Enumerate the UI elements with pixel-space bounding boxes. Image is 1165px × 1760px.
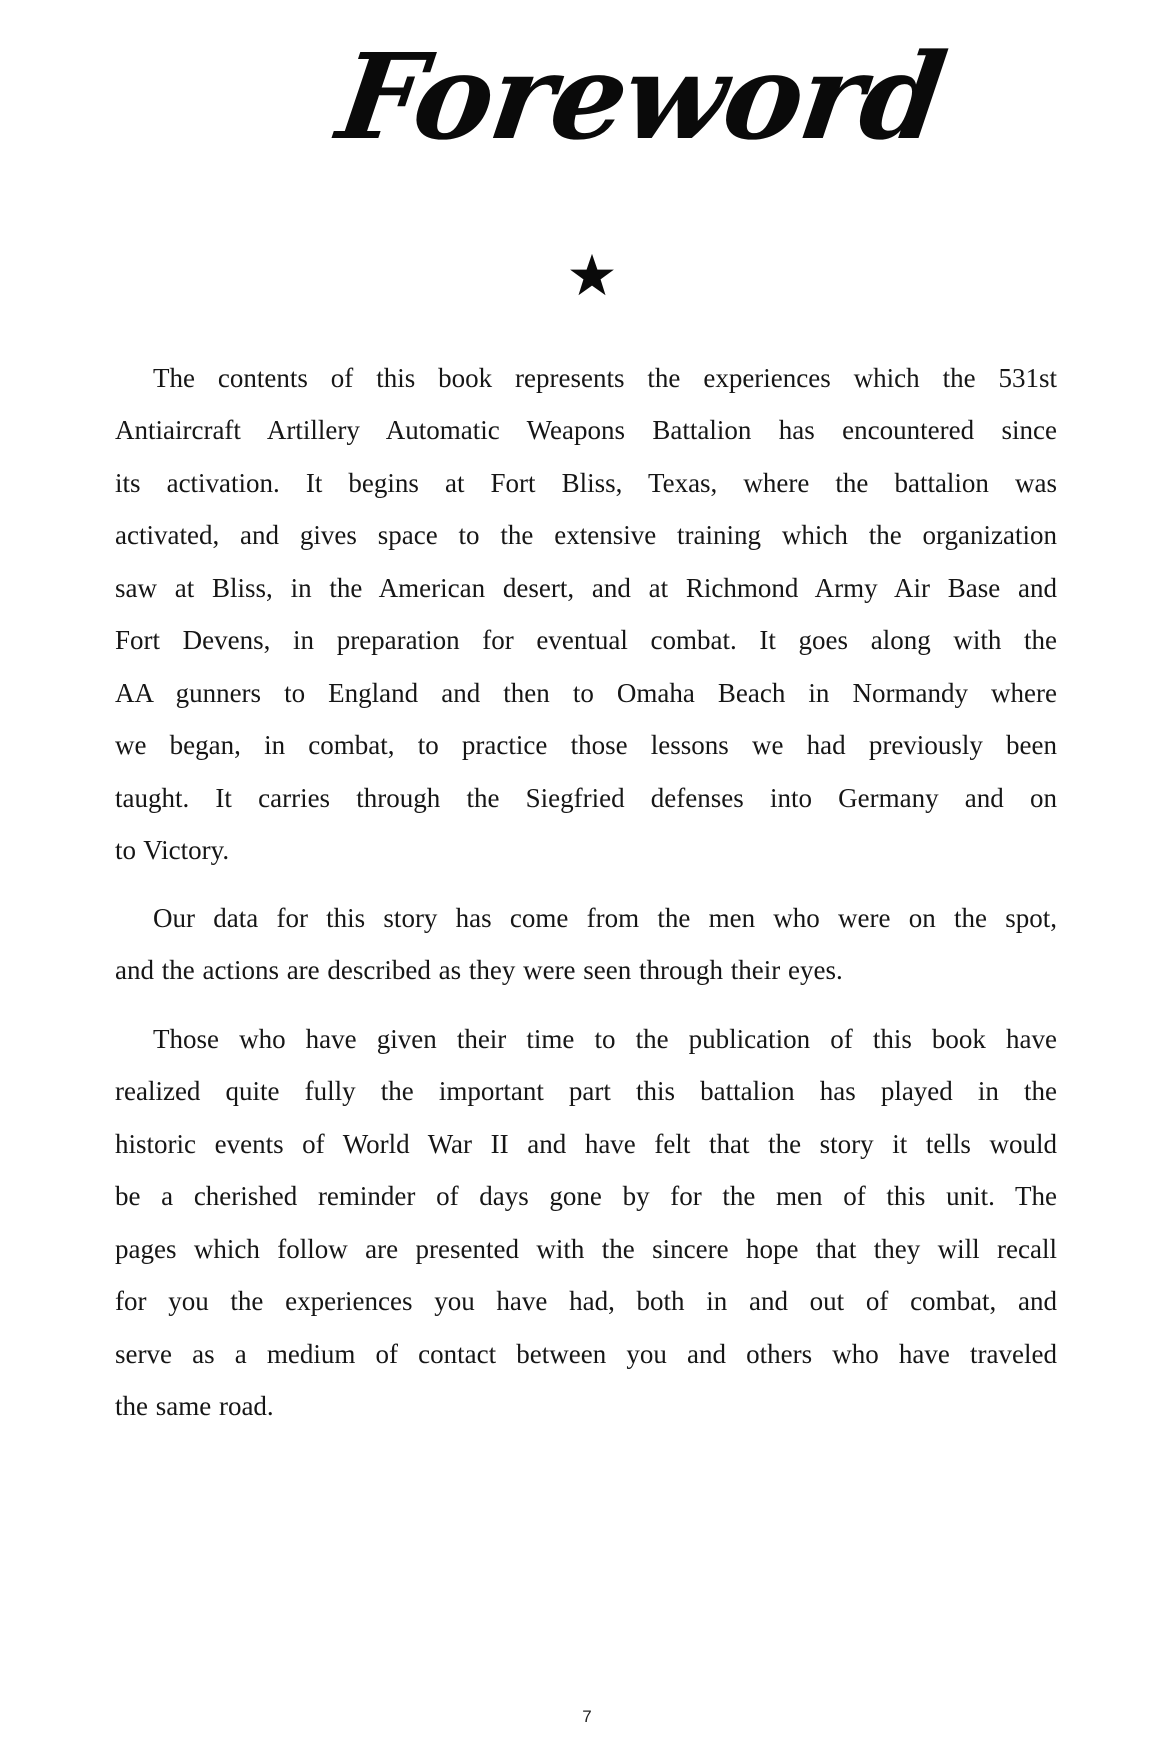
text-line: its activation. It begins at Fort Bliss, Texas, where the battalion was — [115, 468, 1057, 498]
text-line: the same road. — [115, 1391, 274, 1421]
text-line: and the actions are described as they were seen through their eyes. — [115, 955, 843, 985]
text-line: historic events of World War II and have felt that the story it tells would — [115, 1129, 1057, 1159]
text-line: to Victory. — [115, 835, 230, 865]
page-number: 7 — [582, 1707, 592, 1726]
text-line: pages which follow are presented with the sincere hope that they will recall — [115, 1234, 1057, 1264]
text-line: saw at Bliss, in the American desert, and at Richmond Army Air Base and — [115, 573, 1057, 603]
text-line: we began, in combat, to practice those lessons we had previously been — [115, 730, 1057, 760]
text-line: AA gunners to England and then to Omaha Beach in Normandy where — [115, 678, 1057, 708]
text-line: Our data for this story has come from the men who were on the spot, — [153, 903, 1057, 933]
text-line: taught. It carries through the Siegfried defenses into Germany and on — [115, 783, 1057, 813]
star-icon — [569, 252, 615, 298]
text-line: Antiaircraft Artillery Automatic Weapons Battalion has encountered since — [115, 415, 1057, 445]
text-line: Fort Devens, in preparation for eventual combat. It goes along with the — [115, 625, 1057, 655]
text-line: serve as a medium of contact between you and others who have traveled — [115, 1339, 1057, 1369]
text-line: activated, and gives space to the extensive training which the organization — [115, 520, 1057, 550]
text-line: Those who have given their time to the publication of this book have — [153, 1024, 1057, 1054]
text-line: realized quite fully the important part this battalion has played in the — [115, 1076, 1057, 1106]
star-icon-shape — [569, 252, 615, 298]
page-title: Foreword — [330, 27, 953, 166]
text-line: for you the experiences you have had, both in and out of combat, and — [115, 1286, 1057, 1316]
text-line: The contents of this book represents the experiences which the 531st — [153, 363, 1057, 393]
text-line: be a cherished reminder of days gone by for the men of this unit. The — [115, 1181, 1057, 1211]
